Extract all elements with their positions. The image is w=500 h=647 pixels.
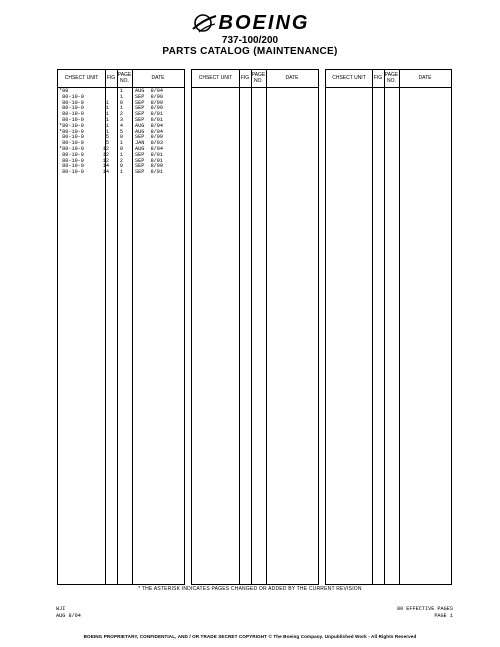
cell-date: SEP 8/99 [135, 93, 164, 100]
cell-date: SEP 8/99 [135, 163, 164, 170]
cell-date: SEP 8/01 [135, 116, 164, 123]
cell-date: SEP 8/01 [135, 157, 164, 164]
effective-pages-table-1 [57, 69, 185, 585]
cell-page: 0 [119, 134, 123, 141]
cell-unit: *80-10-0 [59, 145, 84, 152]
col-header-fig: FIG [240, 74, 250, 81]
footer-page-number: PAGE 1 [434, 612, 453, 619]
cell-unit: 80-10-0 [59, 111, 84, 118]
cell-unit: *80-10-0 [59, 128, 84, 135]
cell-fig: 5 [105, 140, 109, 147]
footer-date: AUG 8/04 [56, 612, 81, 619]
cell-page: 2 [119, 111, 123, 118]
col-header-page: PAGE NO. [384, 72, 399, 84]
cell-fig: 12 [102, 157, 109, 164]
cell-fig: 12 [102, 145, 109, 152]
cell-unit: 80-10-0 [59, 99, 84, 106]
cell-fig: 1 [105, 111, 109, 118]
footer-left [56, 606, 81, 619]
cell-fig: 1 [105, 128, 109, 135]
cell-page: 4 [119, 122, 123, 129]
cell-page: 1 [119, 151, 123, 158]
cell-page: 3 [119, 116, 123, 123]
effective-pages-table-3 [325, 69, 452, 585]
footer-right [397, 606, 453, 619]
col-header-date: DATE [418, 74, 432, 81]
cell-unit: 80-10-0 [59, 151, 84, 158]
cell-unit: 80-10-0 [59, 140, 84, 147]
document-header [0, 12, 500, 57]
cell-unit: 80-10-0 [59, 163, 84, 170]
boeing-symbol-icon [191, 12, 217, 34]
table-rows [58, 89, 184, 176]
cell-page: 0 [119, 163, 123, 170]
cell-fig: 1 [105, 99, 109, 106]
cell-date: AUG 8/04 [135, 145, 164, 152]
cell-page: 1 [119, 169, 123, 176]
table-header [192, 70, 318, 88]
cell-unit: 80-10-0 [59, 116, 84, 123]
col-header-unit: CHSECT UNIT [332, 74, 366, 81]
cell-unit: 80-10-0 [59, 105, 84, 112]
cell-date: SEP 8/01 [135, 111, 164, 118]
cell-page: 1 [119, 140, 123, 147]
cell-page: 1 [119, 88, 123, 94]
cell-date: AUG 8/04 [135, 128, 164, 135]
cell-page: 0 [119, 145, 123, 152]
catalog-title: PARTS CATALOG (MAINTENANCE) [162, 46, 338, 57]
col-header-unit: CHSECT UNIT [198, 74, 233, 81]
col-header-fig: FIG [106, 74, 116, 81]
proprietary-notice: BOEING PROPRIETARY, CONFIDENTIAL, AND / OR TRADE SECRET COPYRIGHT © The Boeing Company. Unpublished Work - All Rights Reserved [83, 634, 417, 639]
cell-date: AUG 8/04 [135, 122, 164, 129]
col-header-unit: CHSECT UNIT [64, 74, 99, 81]
asterisk-note: * THE ASTERISK INDICATES PAGES CHANGED OR ADDED BY THE CURRENT REVISION [138, 586, 362, 592]
table-row [58, 170, 184, 176]
col-header-fig: FIG [373, 74, 383, 81]
table-header [326, 70, 451, 88]
cell-fig: 1 [105, 116, 109, 123]
cell-unit: *80-10-0 [59, 122, 84, 129]
cell-unit: 80-10-0 [59, 169, 84, 176]
cell-page: 1 [119, 105, 123, 112]
cell-unit: 80-10-0 [59, 93, 84, 100]
cell-page: 2 [119, 157, 123, 164]
col-header-date: DATE [285, 74, 299, 81]
boeing-logo [0, 12, 500, 34]
brand-name: BOEING [218, 12, 310, 34]
cell-date: AUG 8/04 [135, 88, 164, 94]
cell-fig: 14 [102, 169, 109, 176]
cell-page: 5 [119, 128, 123, 135]
cell-fig: 5 [105, 134, 109, 141]
effective-pages-table-2 [191, 69, 319, 585]
cell-fig: 14 [102, 163, 109, 170]
cell-page: 1 [119, 93, 123, 100]
cell-date: SEP 8/01 [135, 169, 164, 176]
col-header-page: PAGE NO. [251, 72, 266, 84]
footer-code: WJI [56, 606, 66, 612]
cell-fig: 1 [105, 122, 109, 129]
cell-unit: 80-10-0 [59, 134, 84, 141]
cell-date: SEP 8/99 [135, 134, 164, 141]
col-header-date: DATE [151, 74, 165, 81]
cell-date: JAN 8/03 [135, 140, 164, 147]
cell-date: SEP 8/99 [135, 99, 164, 106]
cell-page: 0 [119, 99, 123, 106]
cell-unit: 80-10-0 [59, 157, 84, 164]
footer-section: 80 EFFECTIVE PAGES [396, 606, 453, 612]
cell-fig: 1 [105, 105, 109, 112]
aircraft-model: 737-100/200 [221, 35, 279, 46]
table-header [58, 70, 184, 88]
cell-unit: *80 [59, 88, 69, 94]
col-header-page: PAGE NO. [117, 72, 132, 84]
cell-date: SEP 8/99 [135, 105, 164, 112]
cell-date: SEP 8/01 [135, 151, 164, 158]
cell-fig: 12 [102, 151, 109, 158]
